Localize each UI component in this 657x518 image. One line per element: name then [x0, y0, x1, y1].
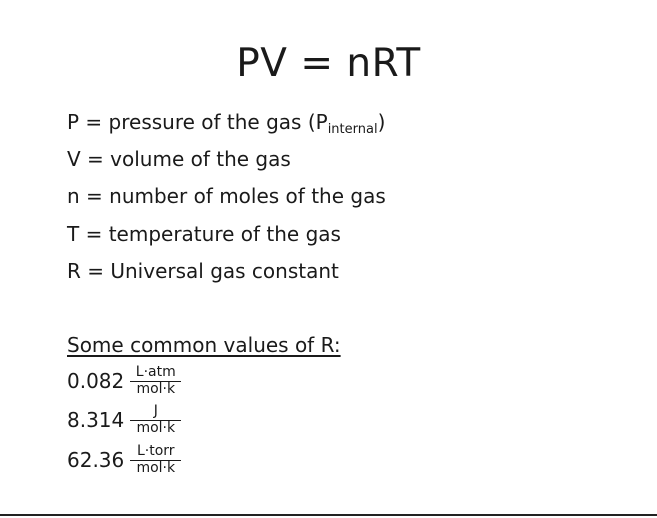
r-value-number: 62.36 — [67, 448, 125, 472]
r-value-row — [67, 442, 181, 478]
units-numerator: L·atm — [130, 365, 181, 382]
r-value-units — [130, 444, 181, 476]
r-value-row — [67, 402, 181, 438]
units-numerator: J — [130, 404, 181, 421]
definition-gas-constant: R = Universal gas constant — [67, 259, 339, 283]
units-denominator: mol·k — [136, 381, 176, 397]
bottom-divider — [0, 514, 657, 516]
definition-pressure — [67, 109, 385, 143]
definition-pressure-subscript: internal — [327, 122, 378, 137]
definition-volume: V = volume of the gas — [67, 147, 291, 171]
r-value-number: 0.082 — [67, 369, 125, 393]
units-numerator: L·torr — [130, 444, 181, 461]
definition-moles: n = number of moles of the gas — [67, 184, 386, 208]
definition-pressure-text: P = pressure of the gas (P — [67, 110, 328, 134]
r-value-units — [130, 404, 181, 436]
definition-pressure-close: ) — [377, 110, 386, 134]
values-heading: Some common values of R: — [67, 333, 341, 357]
definition-temperature: T = temperature of the gas — [67, 222, 341, 246]
units-denominator: mol·k — [136, 420, 176, 436]
r-value-number: 8.314 — [67, 408, 125, 432]
r-value-units — [130, 365, 181, 397]
slide-title: PV = nRT — [236, 41, 421, 86]
units-denominator: mol·k — [136, 460, 176, 476]
r-value-row — [67, 363, 181, 399]
